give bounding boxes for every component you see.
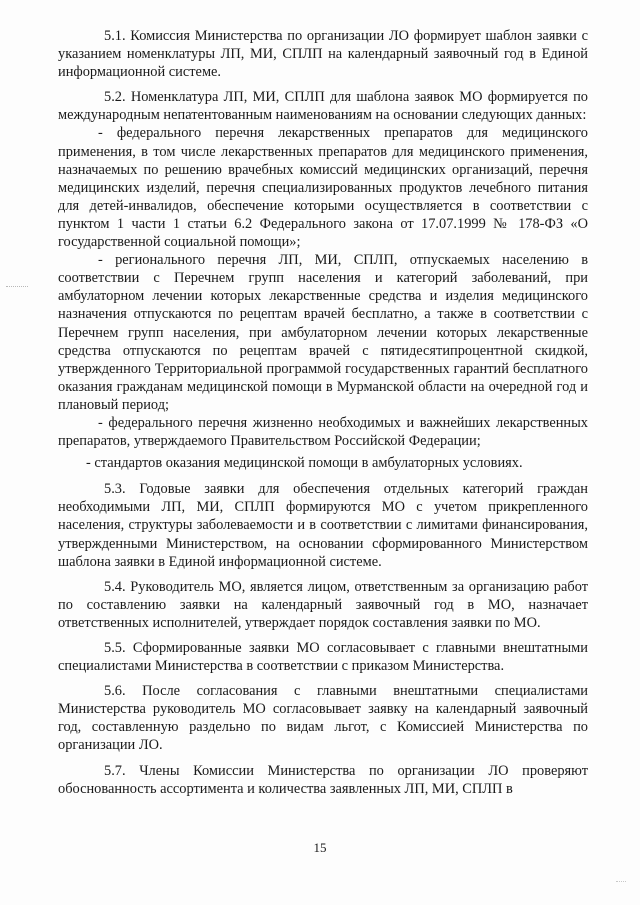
list-item-standards: - стандартов оказания медицинской помощи в амбулаторных условиях. <box>86 455 523 472</box>
paragraph-5-5: 5.5. Сформированные заявки МО согласовывает с главными внештатными специалистами Министерства в соответствии с приказом Министерства. <box>58 640 588 675</box>
document-body <box>58 27 588 805</box>
corner-scan-mark <box>616 881 626 883</box>
page-number: 15 <box>313 840 327 855</box>
list-item-regional-list: - регионального перечня ЛП, МИ, СПЛП, отпускаемых населению в соответствии с Перечнем групп населения и категорий заболеваний, при амбулаторном лечении которых лекарственные средства и изделия медицинского назначения отпускаются по рецептам врачей бесплатно, а также в соответствии с Перечнем групп населения, при амбулаторном лечении которых лекарственные средства отпускаются по рецептам врачей с пятидесятипроцентной скидкой, утвержденного Территориальной программой государственных гарантий бесплатного оказания гражданам медицинской помощи в Мурманской области на очередной год и плановый период; <box>58 252 588 413</box>
paragraph-5-7: 5.7. Члены Комиссии Министерства по организации ЛО проверяют обоснованность ассортимента и количества заявленных ЛП, МИ, СПЛП в <box>58 762 588 797</box>
paragraph-5-4: 5.4. Руководитель МО, является лицом, ответственным за организацию работ по составлению заявки на календарный заявочный год в МО, назначает ответственных исполнителей, утверждает порядок составления заявки по МО. <box>58 578 588 631</box>
margin-scan-mark <box>6 286 28 288</box>
list-item-vital-drugs: - федерального перечня жизненно необходимых и важнейших лекарственных препаратов, утверждаемого Правительством Российской Федерации; <box>58 414 588 450</box>
paragraph-5-6: 5.6. После согласования с главными внештатными специалистами Министерства руководитель МО согласовывает заявку на календарный заявочный год, составленную раздельно по видам льгот, с Комиссией Министерства по организации ЛО. <box>58 683 588 754</box>
paragraph-5-3: 5.3. Годовые заявки для обеспечения отдельных категорий граждан необходимыми ЛП, МИ, СПЛП формируются МО с учетом прикрепленного населения, структуры заболеваемости и в соответствии с лимитами финансирования, утвержденными Министерством, на основании сформированного Министерством шаблона заявки в Единой информационной системе. <box>58 481 588 570</box>
list-item-federal-list: - федерального перечня лекарственных препаратов для медицинского применения, в том числе лекарственных препаратов для медицинского применения, назначаемых по решению врачебных комиссий медицинских организаций, перечня медицинских изделий, перечня специализированных продуктов лечебного питания для детей-инвалидов, обеспечение которыми осуществляется в соответствии с пунктом 1 части 1 статьи 6.2 Федерального закона от 17.07.1999 № 178-ФЗ «О государственной социальной помощи»; <box>58 125 588 251</box>
paragraph-5-1: 5.1. Комиссия Министерства по организации ЛО формирует шаблон заявки с указанием номенклатуры ЛП, МИ, СПЛП на календарный заявочный год в Единой информационной системе. <box>58 28 588 81</box>
paragraph-5-2: 5.2. Номенклатура ЛП, МИ, СПЛП для шаблона заявок МО формируется по международным непатентованным наименованиям на основании следующих данных: <box>58 89 588 124</box>
